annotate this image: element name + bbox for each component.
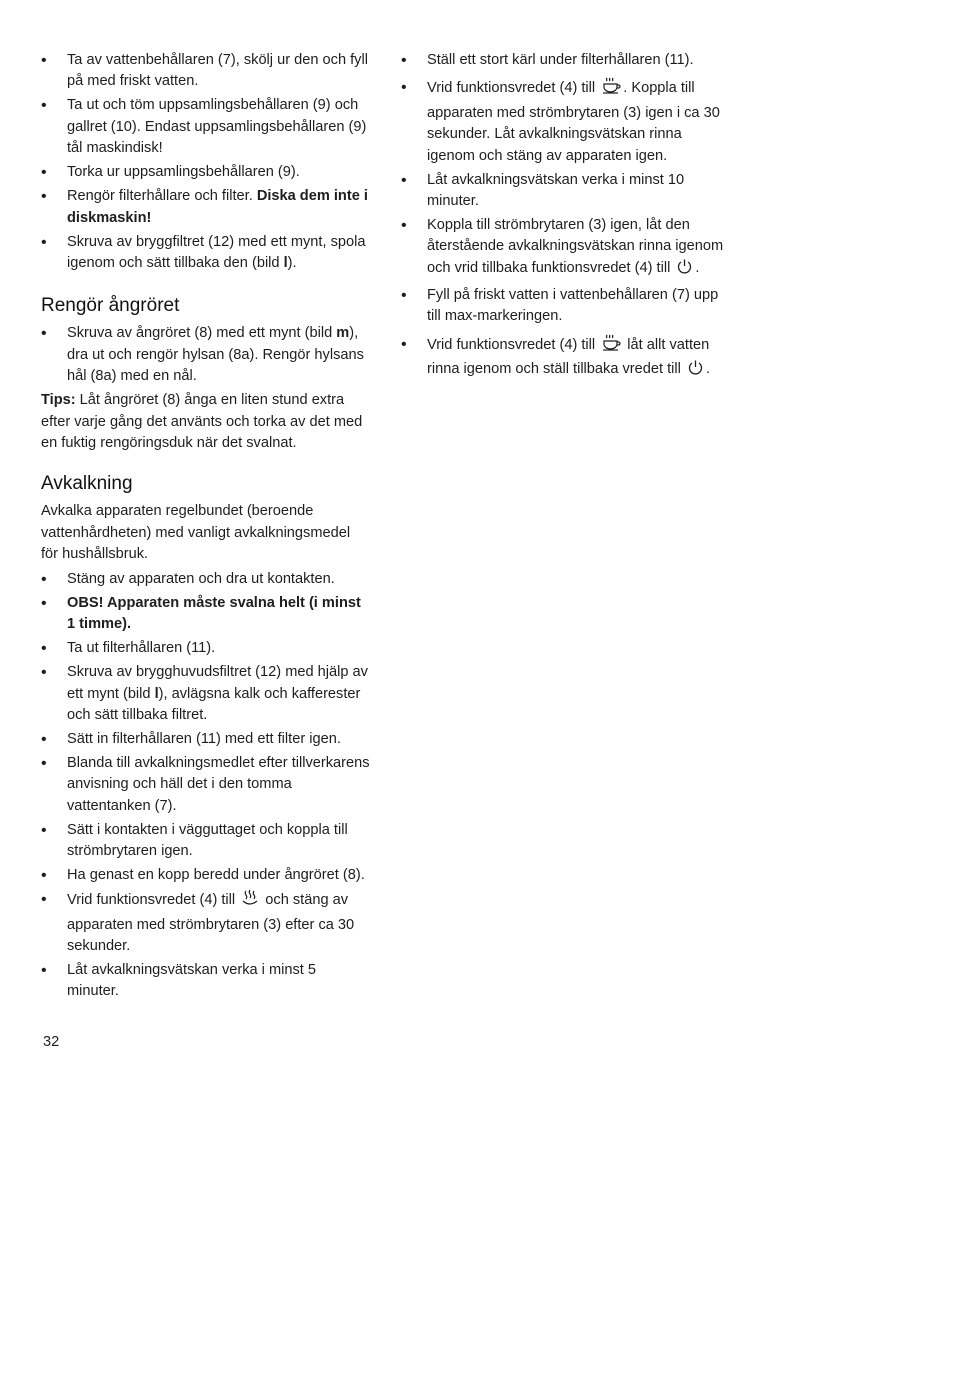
- power-icon: [676, 258, 693, 282]
- page-number: 32: [43, 1034, 60, 1050]
- list-item: • Koppla till strömbrytaren (3) igen, låt den återstående avkalkningsvätskan rinna igenom och vrid tillbaka funktionsvredet (4) till .: [401, 215, 731, 282]
- list-item: • Ha genast en kopp beredd under ångröret (8).: [41, 865, 371, 886]
- list-item: • Ta ut och töm uppsamlingsbehållaren (9) och gallret (10). Endast uppsamlingsbehållaren (9) tål maskindisk!: [41, 95, 371, 159]
- list-item: • Skruva av bryggfiltret (12) med ett mynt, spola igenom och sätt tillbaka den (bild l).: [41, 232, 371, 275]
- list-item: • Vrid funktionsvredet (4) till låt allt vatten rinna igenom och ställ tillbaka vredet till .: [401, 334, 731, 384]
- list-item: • Vrid funktionsvredet (4) till och stäng av apparaten med strömbrytaren (3) efter ca 30 sekunder.: [41, 889, 371, 957]
- section-heading-descaling: Avkalkning: [41, 473, 133, 495]
- list-item: • Fyll på friskt vatten i vattenbehållaren (7) upp till max-markeringen.: [401, 285, 731, 328]
- list-item: • Stäng av apparaten och dra ut kontakten.: [41, 569, 371, 590]
- list-item: • Torka ur uppsamlingsbehållaren (9).: [41, 162, 371, 183]
- right-column: [401, 50, 731, 386]
- list-item: • Skruva av brygghuvudsfiltret (12) med hjälp av ett mynt (bild l), avlägsna kalk och kafferester och sätt tillbaka filtret.: [41, 662, 371, 726]
- list-item: • Låt avkalkningsvätskan verka i minst 5 minuter.: [41, 960, 371, 1003]
- list-item: • Sätt in filterhållaren (11) med ett filter igen.: [41, 729, 371, 750]
- left-column: [41, 50, 371, 1005]
- section-heading-steam-wand: Rengör ångröret: [41, 295, 180, 317]
- list-item: • Ställ ett stort kärl under filterhållaren (11).: [401, 50, 731, 71]
- list-item: • Låt avkalkningsvätskan verka i minst 10 minuter.: [401, 170, 731, 213]
- list-item: • Ta av vattenbehållaren (7), skölj ur den och fyll på med friskt vatten.: [41, 50, 371, 93]
- power-icon: [687, 359, 704, 383]
- list-item: • Skruva av ångröret (8) med ett mynt (bild m), dra ut och rengör hylsan (8a). Rengör hylsans hål (8a) med en nål.: [41, 323, 371, 387]
- steam-icon: [241, 889, 259, 914]
- list-item: • Ta ut filterhållaren (11).: [41, 638, 371, 659]
- coffee-cup-icon: [601, 334, 621, 359]
- list-item: • OBS! Apparaten måste svalna helt (i minst 1 timme).: [41, 593, 371, 636]
- list-item: • Sätt i kontakten i vägguttaget och koppla till strömbrytaren igen.: [41, 820, 371, 863]
- list-item: • Blanda till avkalkningsmedlet efter tillverkarens anvisning och häll det i den tomma vattentanken (7).: [41, 753, 371, 817]
- list-item: • Vrid funktionsvredet (4) till . Koppla till apparaten med strömbrytaren (3) igen i ca 30 sekunder. Låt avkalkningsvätskan rinna igenom och stäng av apparaten igen.: [401, 77, 731, 167]
- descaling-intro: Avkalka apparaten regelbundet (beroende vattenhårdheten) med vanligt avkalkningsmedel för hushållsbruk.: [41, 503, 351, 563]
- coffee-cup-icon: [601, 77, 621, 102]
- list-item: • Rengör filterhållare och filter. Diska dem inte i diskmaskin!: [41, 186, 371, 229]
- tips-paragraph: Tips: Låt ångröret (8) ånga en liten stund extra efter varje gång det använts och torka av det med en fuktig rengöringsduk när det svalnat.: [41, 392, 363, 452]
